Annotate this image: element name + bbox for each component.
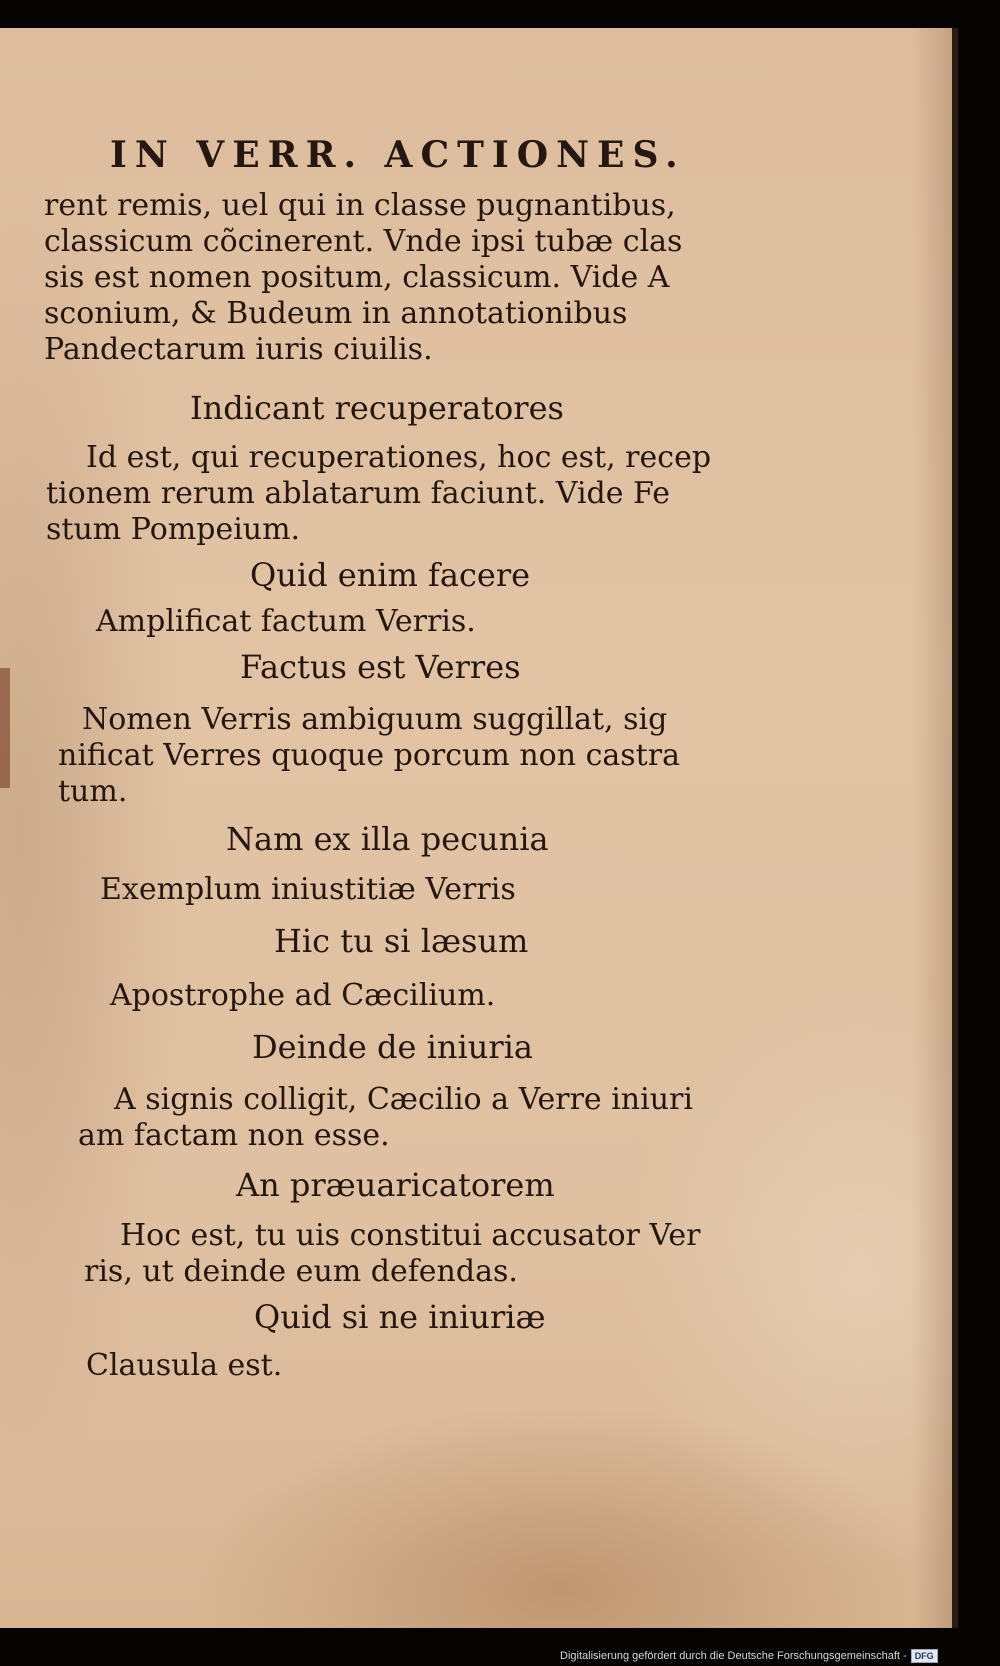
lemma-heading: Nam ex illa pecunia <box>226 820 549 858</box>
text-line: Amplificat factum Verris. <box>96 604 476 639</box>
text-line: Pandectarum iuris ciuilis. <box>44 332 433 367</box>
page-text <box>0 28 958 1628</box>
lemma-heading: Quid si ne iniuriæ <box>254 1298 546 1336</box>
running-head: IN VERR. ACTIONES. <box>110 134 686 176</box>
lemma-heading: Deinde de iniuria <box>252 1028 533 1066</box>
text-line: Nomen Verris ambiguum suggillat, sig <box>82 702 668 737</box>
digitization-credit <box>560 1646 1000 1666</box>
text-line: sconium, & Budeum in annotationibus <box>44 296 628 331</box>
dfg-logo-icon: DFG <box>911 1649 938 1663</box>
text-line: rent remis, uel qui in classe pugnantibus, <box>44 188 676 223</box>
lemma-heading: Hic tu si læsum <box>274 922 529 960</box>
text-line: Id est, qui recuperationes, hoc est, recep <box>86 440 712 475</box>
lemma-heading: An præuaricatorem <box>236 1166 555 1204</box>
text-line: tum. <box>58 774 128 809</box>
text-line: am factam non esse. <box>78 1118 390 1153</box>
text-line: ris, ut deinde eum defendas. <box>84 1254 518 1289</box>
lemma-heading: Indicant recuperatores <box>190 389 564 427</box>
lemma-heading: Factus est Verres <box>240 648 521 686</box>
text-line: classicum cõcinerent. Vnde ipsi tubæ clas <box>44 224 683 259</box>
lemma-heading: Quid enim facere <box>250 556 531 594</box>
text-line: Hoc est, tu uis constitui accusator Ver <box>120 1218 701 1253</box>
text-line: Apostrophe ad Cæcilium. <box>110 978 496 1013</box>
text-line: nificat Verres quoque porcum non castra <box>58 738 680 773</box>
text-line: A signis colligit, Cæcilio a Verre iniuri <box>114 1082 693 1117</box>
text-line: Exemplum iniustitiæ Verris <box>100 872 516 907</box>
text-line: Clausula est. <box>86 1348 283 1383</box>
book-page <box>0 28 958 1628</box>
credit-text: Digitalisierung gefördert durch die Deutsche Forschungsgemeinschaft - <box>560 1650 907 1662</box>
text-line: sis est nomen positum, classicum. Vide A <box>44 260 670 295</box>
text-line: tionem rerum ablatarum faciunt. Vide Fe <box>46 476 670 511</box>
text-line: stum Pompeium. <box>46 512 301 547</box>
